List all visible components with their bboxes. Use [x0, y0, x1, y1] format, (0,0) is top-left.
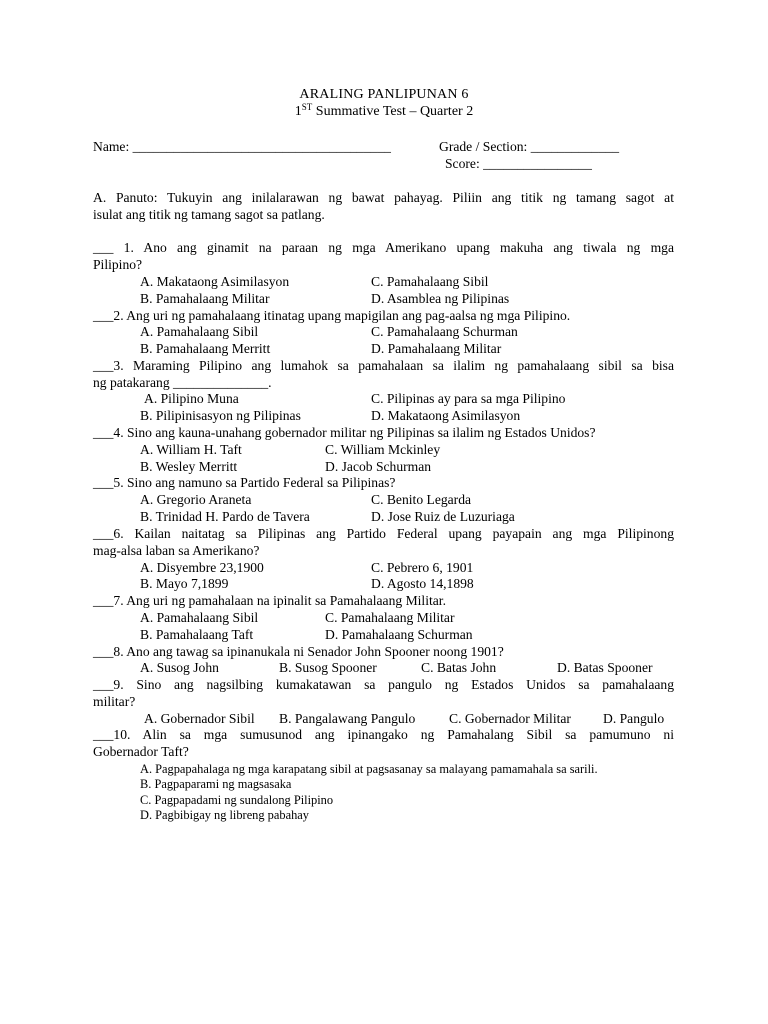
q1-option-c: C. Pamahalaang Sibil	[371, 274, 489, 289]
q5-option-c: C. Benito Legarda	[371, 492, 472, 507]
grade-section-field[interactable]: Grade / Section: _____________	[439, 139, 620, 154]
question-7-line-1: ___7. Ang uri ng pamahalaan na ipinalit sa Pamahalaang Militar.	[93, 593, 446, 608]
test-title	[0, 104, 768, 121]
q10-option-d: D. Pagbibigay ng libreng pabahay	[140, 808, 309, 822]
question-6-line-2: mag-alsa laban sa Amerikano?	[93, 543, 260, 558]
question-10-line-1: ___10. Alin sa mga sumusunod ang ipinangako ng Pamahalang Sibil sa pamumuno ni	[93, 727, 674, 742]
q3-option-b: B. Pilipinisasyon ng Pilipinas	[140, 408, 301, 423]
test-subtitle: Summative Test – Quarter 2	[312, 104, 474, 119]
question-2-line-1: ___2. Ang uri ng pamahalaang itinatag upang mapigilan ang pag-aalsa ng mga Pilipino.	[93, 308, 571, 323]
q6-option-d: D. Agosto 14,1898	[371, 576, 474, 591]
q8-option-a: A. Susog John	[140, 660, 219, 675]
question-1-line-2: Pilipino?	[93, 257, 143, 272]
q2-option-b: B. Pamahalaang Merritt	[140, 341, 271, 356]
q8-option-c: C. Batas John	[421, 660, 497, 675]
question-8-line-1: ___8. Ano ang tawag sa ipinanukala ni Senador John Spooner noong 1901?	[93, 644, 504, 659]
question-4-line-1: ___4. Sino ang kauna-unahang gobernador militar ng Pilipinas sa ilalim ng Estados Unidos?	[93, 425, 596, 440]
q4-option-c: C. William Mckinley	[325, 442, 441, 457]
question-6-line-1: ___6. Kailan naitatag sa Pilipinas ang Partido Federal upang payapain ang mga Pilipinong	[93, 526, 674, 541]
q7-option-a: A. Pamahalaang Sibil	[140, 610, 259, 625]
instructions-line-2: isulat ang titik ng tamang sagot sa patlang.	[93, 207, 325, 222]
q3-option-a: A. Pilipino Muna	[144, 391, 239, 406]
q3-option-c: C. Pilipinas ay para sa mga Pilipino	[371, 391, 566, 406]
subject-title: ARALING PANLIPUNAN 6	[299, 87, 469, 102]
question-5-line-1: ___5. Sino ang namuno sa Partido Federal sa Pilipinas?	[93, 475, 396, 490]
q8-option-b: B. Susog Spooner	[279, 660, 377, 675]
q4-option-d: D. Jacob Schurman	[325, 459, 432, 474]
instructions-line-1: A. Panuto: Tukuyin ang inilalarawan ng bawat pahayag. Piliin ang titik ng tamang sagot at	[93, 190, 674, 205]
q4-option-a: A. William H. Taft	[140, 442, 242, 457]
q5-option-d: D. Jose Ruiz de Luzuriaga	[371, 509, 515, 524]
q2-option-a: A. Pamahalaang Sibil	[140, 324, 259, 339]
question-9-line-2: militar?	[93, 694, 136, 709]
q5-option-a: A. Gregorio Araneta	[140, 492, 252, 507]
q6-option-a: A. Disyembre 23,1900	[140, 560, 264, 575]
q9-option-b: B. Pangalawang Pangulo	[279, 711, 416, 726]
test-ordinal: ST	[301, 102, 313, 112]
q9-option-a: A. Gobernador Sibil	[144, 711, 255, 726]
q2-option-d: D. Pamahalaang Militar	[371, 341, 502, 356]
question-1-line-1: ___ 1. Ano ang ginamit na paraan ng mga Amerikano upang makuha ang tiwala ng mga	[93, 240, 674, 255]
q1-option-b: B. Pamahalaang Militar	[140, 291, 270, 306]
q1-option-a: A. Makataong Asimilasyon	[140, 274, 290, 289]
q9-option-d: D. Pangulo	[603, 711, 665, 726]
q7-option-b: B. Pamahalaang Taft	[140, 627, 254, 642]
q5-option-b: B. Trinidad H. Pardo de Tavera	[140, 509, 310, 524]
q10-option-a: A. Pagpapahalaga ng mga karapatang sibil at pagsasanay sa malayang pamamahala sa sarili.	[140, 762, 598, 776]
question-3-line-1: ___3. Maraming Pilipino ang lumahok sa pamahalaan sa ilalim ng pamahalaang sibil sa bisa	[93, 358, 674, 373]
test-number: 1	[294, 104, 302, 119]
q8-option-d: D. Batas Spooner	[557, 660, 653, 675]
q9-option-c: C. Gobernador Militar	[449, 711, 571, 726]
question-10-line-2: Gobernador Taft?	[93, 744, 189, 759]
q7-option-c: C. Pamahalaang Militar	[325, 610, 455, 625]
q10-option-c: C. Pagpapadami ng sundalong Pilipino	[140, 793, 334, 807]
question-3-line-2: ng patakarang ______________.	[93, 375, 272, 390]
q3-option-d: D. Makataong Asimilasyon	[371, 408, 521, 423]
q1-option-d: D. Asamblea ng Pilipinas	[371, 291, 510, 306]
name-field[interactable]: Name: ______________________________________	[93, 139, 391, 154]
q4-option-b: B. Wesley Merritt	[140, 459, 238, 474]
question-9-line-1: ___9. Sino ang nagsilbing kumakatawan sa pangulo ng Estados Unidos sa pamahalaang	[93, 677, 674, 692]
q2-option-c: C. Pamahalaang Schurman	[371, 324, 518, 339]
q6-option-b: B. Mayo 7,1899	[140, 576, 229, 591]
q7-option-d: D. Pamahalaang Schurman	[325, 627, 473, 642]
q10-option-b: B. Pagpaparami ng magsasaka	[140, 777, 292, 791]
q6-option-c: C. Pebrero 6, 1901	[371, 560, 474, 575]
score-field[interactable]: Score: ________________	[445, 156, 592, 171]
